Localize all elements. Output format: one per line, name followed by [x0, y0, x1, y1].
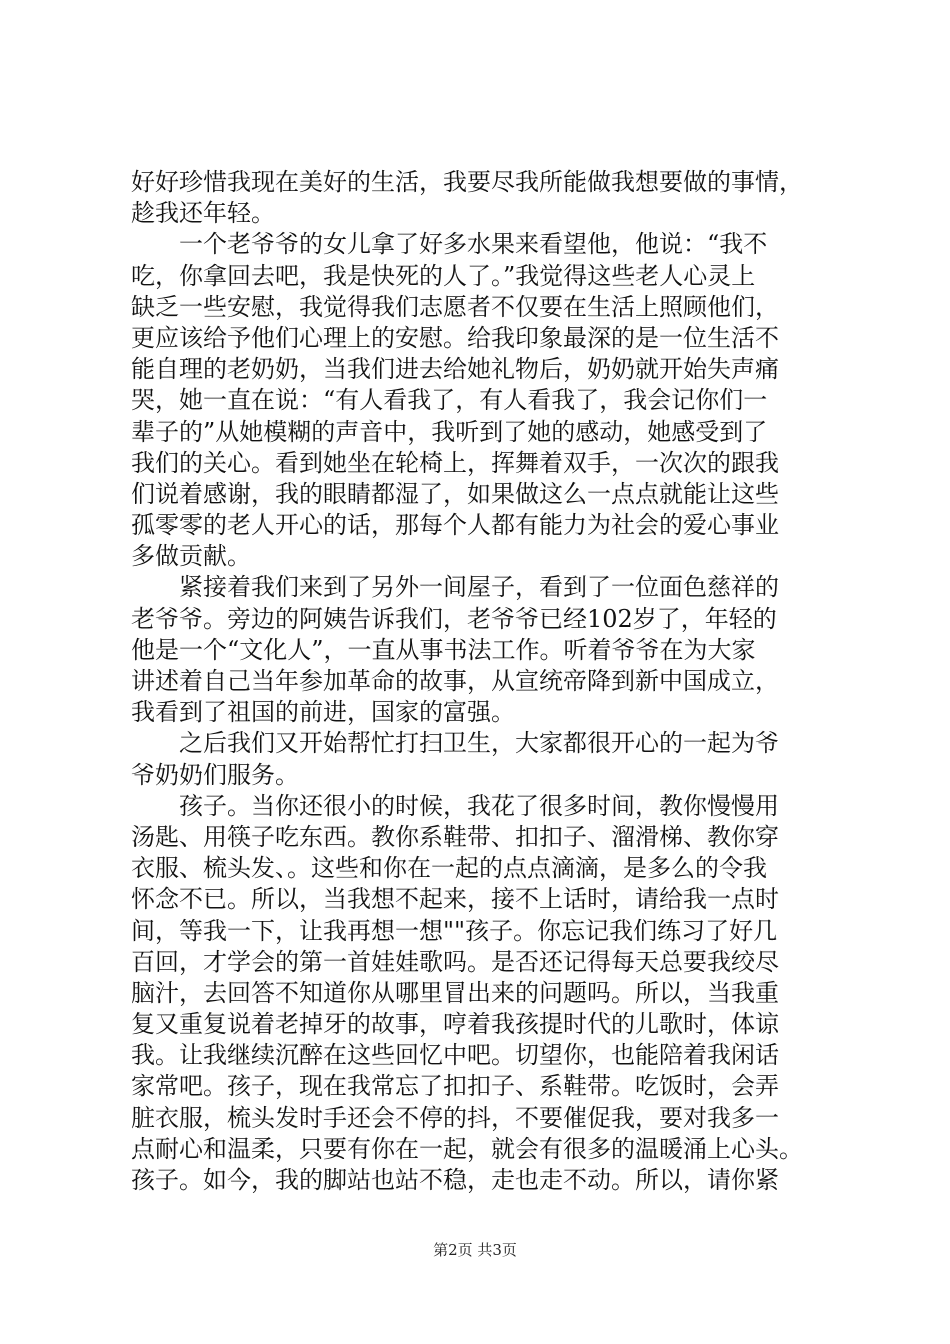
text-line: 家常吧。孩子，现在我常忘了扣扣子、系鞋带。吃饭时，会弄 [131, 1072, 779, 1101]
text-line: 多做贡献。 [131, 542, 251, 571]
text-line: 更应该给予他们心理上的安慰。给我印象最深的是一位生活不 [131, 323, 779, 352]
text-line: 我们的关心。看到她坐在轮椅上，挥舞着双手，一次次的跟我 [131, 448, 779, 477]
text-line: 爷奶奶们服务。 [131, 760, 299, 789]
text-line: 能自理的老奶奶，当我们进去给她礼物后，奶奶就开始失声痛 [131, 355, 779, 384]
text-line: 孩子。当你还很小的时候，我花了很多时间，教你慢慢用 [131, 791, 779, 820]
text-line: 辈子的”从她模糊的声音中，我听到了她的感动，她感受到了 [131, 417, 768, 446]
text-line: 点耐心和温柔，只要有你在一起，就会有很多的温暖涌上心头。 [131, 1134, 803, 1163]
text-line: 间，等我一下，让我再想一想""孩子。你忘记我们练习了好几 [131, 916, 778, 945]
text-line: 趁我还年轻。 [131, 199, 275, 228]
text-line: 哭，她一直在说：“有人看我了，有人看我了，我会记你们一 [131, 386, 768, 415]
text-line: 脑汁，去回答不知道你从哪里冒出来的问题吗。所以，当我重 [131, 978, 779, 1007]
text-line: 之后我们又开始帮忙打扫卫生，大家都很开心的一起为爷 [131, 729, 779, 758]
text-line: 衣服、梳头发、。这些和你在一起的点点滴滴，是多么的令我 [131, 854, 767, 883]
page-number-footer: 第2页 共3页 [433, 1241, 517, 1259]
text-line: 我看到了祖国的前进，国家的富强。 [131, 698, 515, 727]
text-line: 孤零零的老人开心的话，那每个人都有能力为社会的爱心事业 [131, 511, 779, 540]
text-line: 紧接着我们来到了另外一间屋子，看到了一位面色慈祥的 [131, 573, 779, 602]
text-line: 一个老爷爷的女儿拿了好多水果来看望他，他说：“我不 [131, 230, 768, 259]
text-line: 复又重复说着老掉牙的故事，哼着我孩提时代的儿歌时，体谅 [131, 1010, 779, 1039]
text-line: 吃，你拿回去吧，我是快死的人了。”我觉得这些老人心灵上 [131, 261, 756, 290]
text-line: 怀念不已。所以，当我想不起来，接不上话时，请给我一点时 [131, 885, 779, 914]
text-line: 们说着感谢，我的眼睛都湿了，如果做这么一点点就能让这些 [131, 479, 779, 508]
text-line: 缺乏一些安慰，我觉得我们志愿者不仅要在生活上照顾他们， [131, 292, 779, 321]
body-text [131, 167, 831, 1196]
text-line: 老爷爷。旁边的阿姨告诉我们，老爷爷已经102岁了，年轻的 [131, 604, 777, 633]
text-line: 孩子。如今，我的脚站也站不稳，走也走不动。所以，请你紧 [131, 1166, 779, 1194]
text-line: 我。让我继续沉醉在这些回忆中吧。切望你，也能陪着我闲话 [131, 1041, 779, 1070]
text-line: 汤匙、用筷子吃东西。教你系鞋带、扣扣子、溜滑梯、教你穿 [131, 822, 779, 851]
text-line: 百回，才学会的第一首娃娃歌吗。是否还记得每天总要我绞尽 [131, 947, 779, 976]
text-line: 好好珍惜我现在美好的生活，我要尽我所能做我想要做的事情， [131, 168, 803, 196]
text-line: 讲述着自己当年参加革命的故事，从宣统帝降到新中国成立， [131, 667, 779, 695]
text-line: 他是一个“文化人”，一直从事书法工作。听着爷爷在为大家 [131, 635, 756, 664]
text-line: 脏衣服，梳头发时手还会不停的抖，不要催促我，要对我多一 [131, 1103, 779, 1132]
